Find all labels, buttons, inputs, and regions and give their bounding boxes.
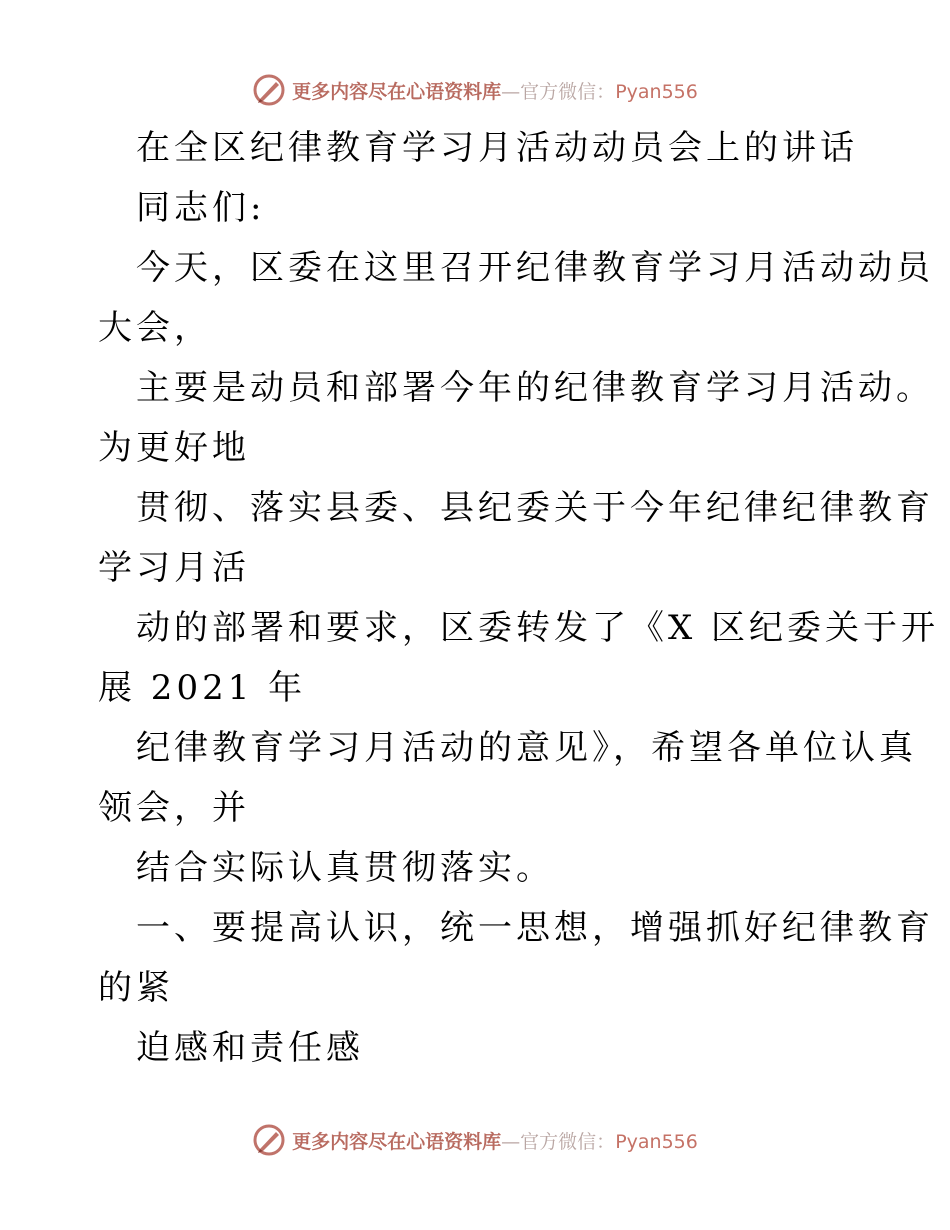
watermark-wechat-id: Pyan556: [615, 80, 698, 103]
document-title: 在全区纪律教育学习月活动动员会上的讲话: [136, 128, 858, 168]
paragraph-line: 学习月活: [98, 548, 250, 588]
paragraph-line: 动的部署和要求，区委转发了《X 区纪委关于开: [136, 608, 940, 648]
watermark-title: 更多内容尽在心语资料库: [292, 80, 502, 103]
watermark-wechat-id: Pyan556: [615, 1130, 698, 1153]
paragraph-line: 今天，区委在这里召开纪律教育学习月活动动员: [136, 248, 934, 288]
pen-logo-icon: [252, 1123, 286, 1157]
paragraph-line: 大会，: [98, 308, 212, 348]
watermark-wechat-label: 官方微信：: [520, 1130, 616, 1153]
watermark-title: 更多内容尽在心语资料库: [292, 1130, 502, 1153]
section-heading: 迫感和责任感: [136, 1028, 364, 1068]
paragraph-line: 为更好地: [98, 428, 250, 468]
paragraph-line: 主要是动员和部署今年的纪律教育学习月活动。: [136, 368, 934, 408]
paragraph-line: 展 2021 年: [98, 668, 307, 708]
watermark-dash: —: [501, 1130, 521, 1153]
section-heading: 一、要提高认识，统一思想，增强抓好纪律教育: [136, 908, 934, 948]
footer-watermark: [0, 1120, 950, 1160]
watermark-wechat-label: 官方微信：: [520, 80, 616, 103]
paragraph-line: 贯彻、落实县委、县纪委关于今年纪律纪律教育: [136, 488, 934, 528]
paragraph-line: 纪律教育学习月活动的意见》，希望各单位认真: [136, 728, 917, 768]
pen-logo-icon: [252, 73, 286, 107]
salutation: 同志们:: [136, 188, 266, 228]
paragraph-line: 领会，并: [98, 788, 250, 828]
paragraph-line: 结合实际认真贯彻落实。: [136, 848, 554, 888]
header-watermark: [0, 70, 950, 110]
watermark-dash: —: [501, 80, 521, 103]
section-heading: 的紧: [98, 968, 174, 1008]
